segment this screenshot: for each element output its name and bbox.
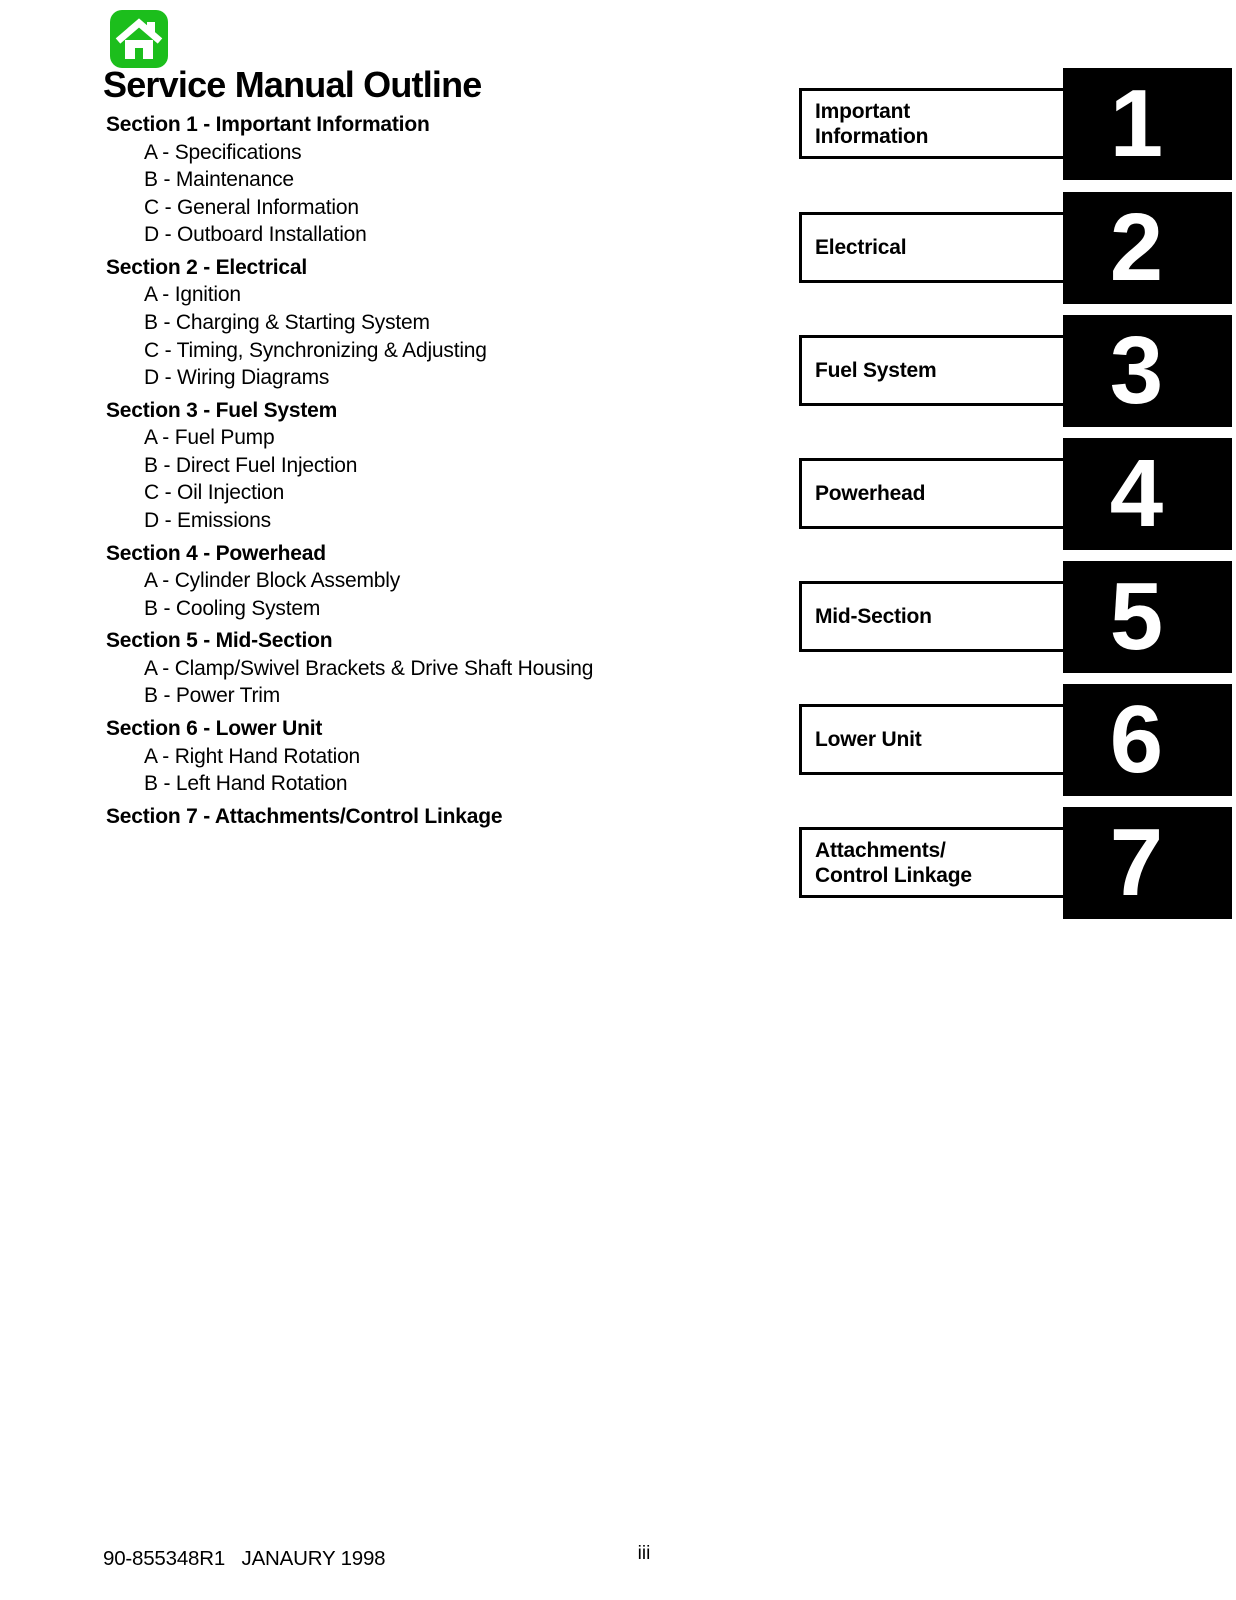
- tab-label-box[interactable]: [799, 458, 1066, 529]
- toc-item: B - Maintenance: [144, 168, 294, 192]
- section-tab-2[interactable]: [799, 192, 1232, 304]
- section-tab-7[interactable]: [799, 807, 1232, 919]
- toc-section-heading: Section 5 - Mid-Section: [106, 629, 333, 653]
- toc-item: C - General Information: [144, 195, 359, 219]
- toc-section-4: [106, 540, 746, 623]
- tab-label-line: Mid-Section: [815, 605, 932, 628]
- tab-label-line: Information: [815, 124, 929, 148]
- toc: [106, 111, 746, 830]
- toc-section-1: [106, 111, 746, 249]
- toc-section-heading: Section 3 - Fuel System: [106, 398, 338, 422]
- toc-item: D - Emissions: [144, 509, 271, 533]
- toc-section-heading: Section 6 - Lower Unit: [106, 717, 323, 740]
- toc-item: A - Clamp/Swivel Brackets & Drive Shaft Housing: [144, 656, 594, 680]
- section-tab-4[interactable]: [799, 438, 1232, 550]
- tab-label-line: Control Linkage: [815, 863, 972, 887]
- tab-number-box[interactable]: [1063, 684, 1232, 796]
- toc-section-6: [106, 715, 746, 798]
- tab-label-line: Important: [815, 99, 911, 123]
- tab-label-box[interactable]: [799, 827, 1066, 898]
- tab-number: 5: [1109, 563, 1164, 670]
- home-icon[interactable]: [110, 10, 168, 68]
- toc-item: A - Fuel Pump: [144, 426, 275, 450]
- tab-number-box[interactable]: [1063, 807, 1232, 919]
- tab-number-box[interactable]: [1063, 438, 1232, 550]
- tab-label-box[interactable]: [799, 704, 1066, 775]
- toc-item: B - Charging & Starting System: [144, 310, 430, 334]
- tab-number-box[interactable]: [1063, 315, 1232, 427]
- section-tab-5[interactable]: [799, 561, 1232, 673]
- toc-item: B - Left Hand Rotation: [144, 772, 348, 796]
- tab-number: 4: [1109, 440, 1164, 547]
- tab-number-box[interactable]: [1063, 68, 1232, 180]
- page-title: Service Manual Outline: [103, 64, 482, 105]
- tab-label-line: Electrical: [815, 236, 907, 259]
- tab-label-box[interactable]: [799, 581, 1066, 652]
- toc-item: A - Specifications: [144, 140, 302, 164]
- tab-number: 3: [1109, 317, 1164, 424]
- section-tab-1[interactable]: [799, 68, 1232, 180]
- toc-item: C - Oil Injection: [144, 481, 285, 505]
- toc-item: A - Cylinder Block Assembly: [144, 569, 401, 593]
- toc-section-7: [106, 803, 746, 831]
- toc-item: B - Cooling System: [144, 596, 321, 620]
- toc-item: A - Right Hand Rotation: [144, 744, 361, 768]
- footer-page-number: iii: [637, 1543, 651, 1564]
- section-tab-3[interactable]: [799, 315, 1232, 427]
- toc-section-heading: Section 4 - Powerhead: [106, 541, 326, 565]
- tab-number-box[interactable]: [1063, 561, 1232, 673]
- toc-item: D - Wiring Diagrams: [144, 366, 330, 390]
- toc-section-heading: Section 7 - Attachments/Control Linkage: [106, 804, 503, 828]
- home-icon-glyph: [110, 10, 168, 68]
- toc-item: B - Direct Fuel Injection: [144, 453, 358, 477]
- tab-label-box[interactable]: [799, 88, 1066, 159]
- tab-number-box[interactable]: [1063, 192, 1232, 304]
- toc-item: C - Timing, Synchronizing & Adjusting: [144, 338, 487, 362]
- toc-section-2: [106, 254, 746, 392]
- tab-label-line: Attachments/: [815, 838, 946, 862]
- toc-item: B - Power Trim: [144, 684, 281, 708]
- tab-label-box[interactable]: [799, 335, 1066, 406]
- toc-item: A - Ignition: [144, 283, 241, 307]
- footer-document-number: 90-855348R1 JANAURY 1998: [103, 1547, 386, 1570]
- section-tab-6[interactable]: [799, 684, 1232, 796]
- toc-section-heading: Section 1 - Important Information: [106, 113, 430, 136]
- toc-item: D - Outboard Installation: [144, 223, 367, 247]
- toc-section-3: [106, 397, 746, 535]
- tab-number: 7: [1109, 809, 1164, 916]
- tab-label-line: Lower Unit: [815, 728, 922, 751]
- toc-section-heading: Section 2 - Electrical: [106, 255, 308, 279]
- tab-label-line: Fuel System: [815, 359, 937, 382]
- tab-number: 1: [1109, 70, 1164, 177]
- tab-label-line: Powerhead: [815, 482, 926, 505]
- tab-number: 6: [1109, 686, 1164, 793]
- toc-section-5: [106, 627, 746, 710]
- tab-number: 2: [1109, 194, 1164, 301]
- tab-label-box[interactable]: [799, 212, 1066, 283]
